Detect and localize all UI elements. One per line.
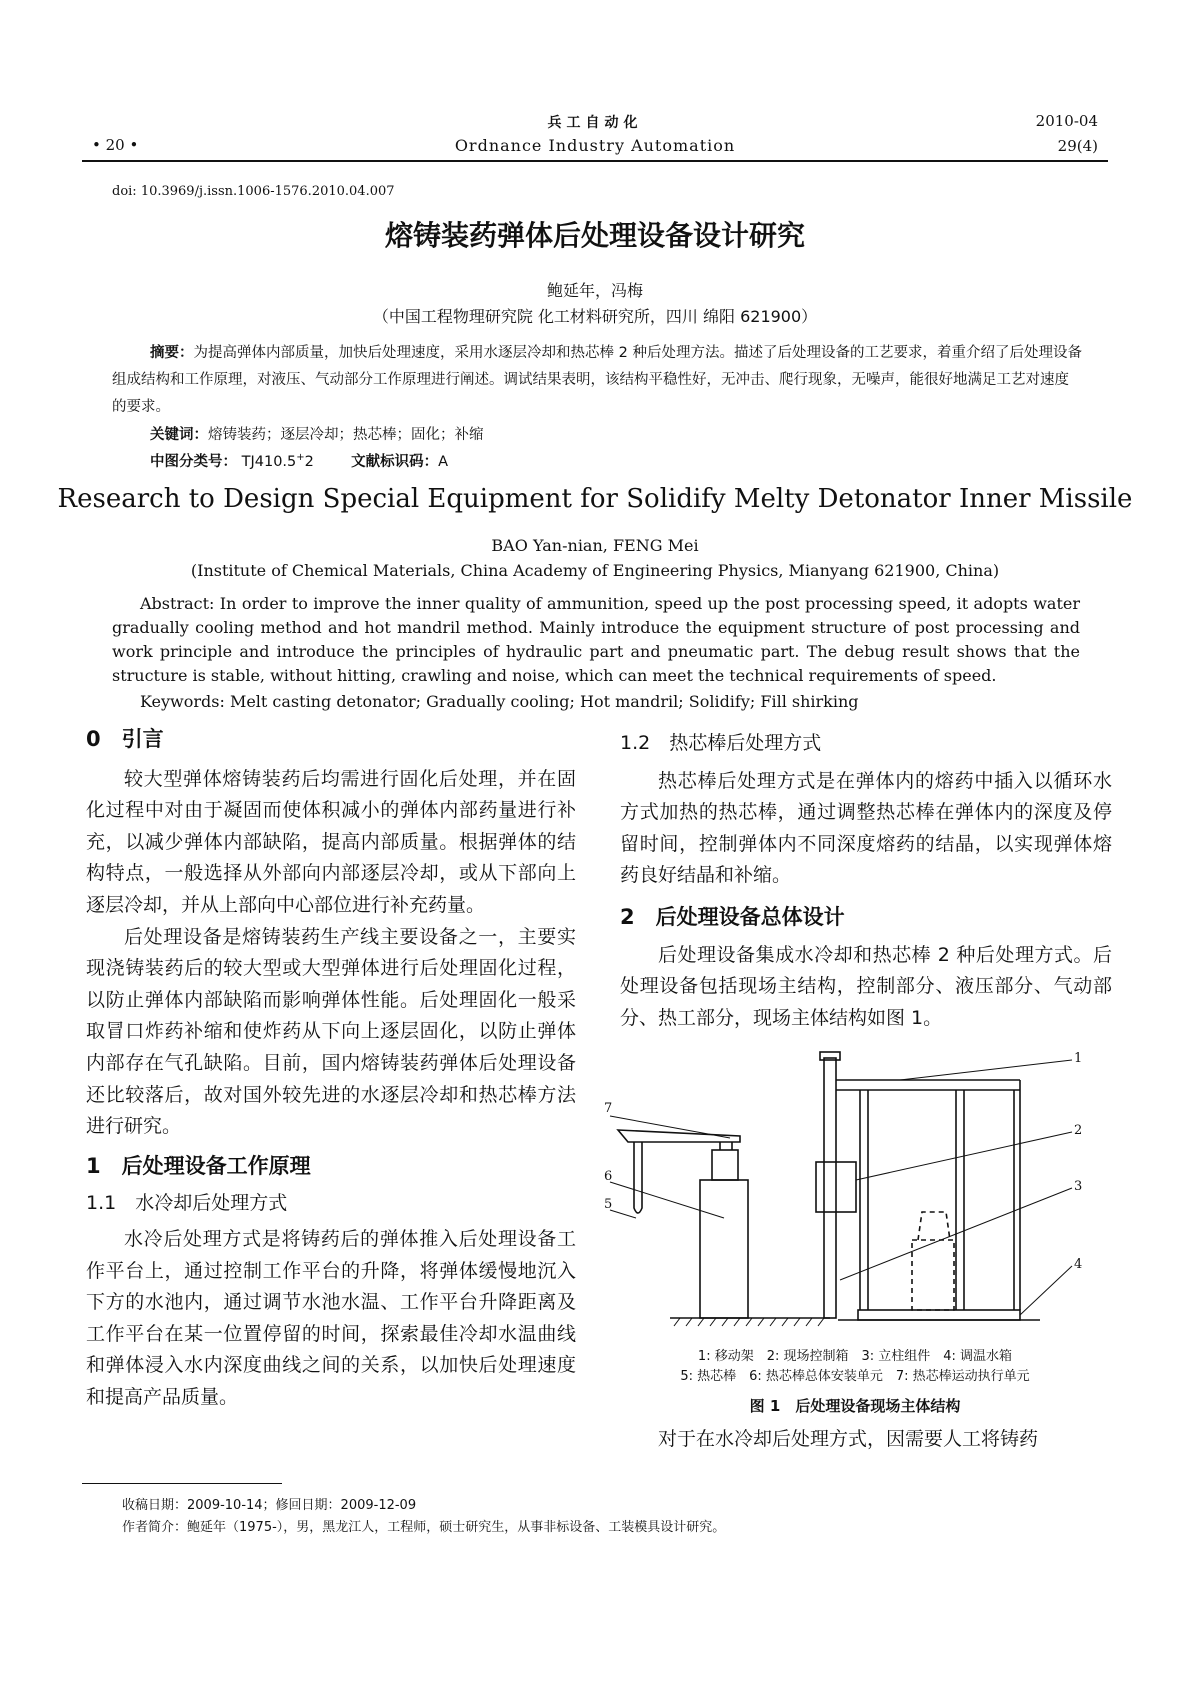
leader-line-5 <box>610 1210 636 1218</box>
section-1-title: 1 后处理设备工作原理 <box>86 1153 311 1178</box>
figure-legend-line-2: 5: 热芯棒 6: 热芯棒总体安装单元 7: 热芯棒运动执行单元 <box>680 1369 1030 1384</box>
header-rule <box>82 160 1108 162</box>
abstract-cn <box>112 340 1082 421</box>
authors-cn: 鲍延年，冯梅 <box>546 281 643 300</box>
figure-label-4: 4 <box>1074 1257 1083 1272</box>
hot-mandrel-actuator <box>712 1150 738 1180</box>
figure-1-diagram <box>600 1040 1100 1340</box>
title-en: Research to Design Special Equipment for Solidify Melty Detonator Inner Missile <box>57 484 1133 514</box>
section-0-para-2: 后处理设备是熔铸装药生产线主要设备之一，主要实现浇铸装药后的较大型或大型弹体进行后处理固化过程，以防止弹体内部缺陷而影响弹体性能。后处理固化一般采取冒口炸药补缩和使炸药从下向上逐层固化，以防止弹体内部存在气孔缺陷。目前，国内熔铸装药弹体后处理设备还比较落后，故对国外较先进的水逐层冷却和热芯棒方法进行研究。 <box>86 925 576 1138</box>
leader-line-4 <box>1020 1266 1072 1315</box>
leader-line-1 <box>900 1060 1072 1080</box>
classification-label: 中图分类号： <box>150 454 237 470</box>
classification-code-tail: 2 <box>304 454 314 470</box>
classification-cn <box>150 450 448 471</box>
figure-legend-line-1: 1: 移动架 2: 现场控制箱 3: 立柱组件 4: 调温水箱 <box>697 1349 1013 1364</box>
figure-caption: 图 1 后处理设备现场主体结构 <box>749 1397 961 1415</box>
classification-code: TJ410.5 <box>241 454 297 470</box>
hot-mandrel-unit <box>700 1180 748 1318</box>
ground-hatch <box>782 1318 788 1326</box>
section-0-title: 0 引言 <box>86 727 164 751</box>
ground-hatch <box>686 1318 692 1326</box>
frame-left-post <box>824 1058 836 1318</box>
abstract-label: 摘要： <box>150 345 194 361</box>
affiliation-en: (Institute of Chemical Materials, China Academy of Engineering Physics, Mianyang 621900, China) <box>190 561 1000 580</box>
leader-line-6 <box>610 1182 724 1218</box>
hot-mandrel <box>634 1142 642 1213</box>
left-column <box>86 724 576 1413</box>
page-number: • 20 • <box>92 136 139 154</box>
figure-label-5: 5 <box>604 1197 613 1212</box>
leader-line-7 <box>610 1116 730 1138</box>
section-1-2-title: 1.2 热芯棒后处理方式 <box>620 732 822 754</box>
ground-hatch <box>758 1318 764 1326</box>
volume-issue: 29(4) <box>1057 137 1098 155</box>
figure-label-6: 6 <box>604 1169 613 1184</box>
page-title: 熔铸装药弹体后处理设备设计研究 <box>384 219 805 252</box>
journal-name-cn: 兵工自动化 <box>547 115 643 131</box>
section-1-2-para-1: 热芯棒后处理方式是在弹体内的熔药中插入以循环水方式加热的热芯棒，通过调整热芯棒在弹体内的深度及停留时间，控制弹体内不同深度熔药的结晶，以实现弹体熔药良好结晶和补缩。 <box>620 769 1112 887</box>
footnote-bio: 作者简介：鲍延年（1975-），男，黑龙江人，工程师，硕士研究生，从事非标设备、工装模具设计研究。 <box>122 1520 726 1535</box>
keywords-label: 关键词： <box>150 427 208 443</box>
issue-date: 2010-04 <box>1035 112 1098 130</box>
keywords-en: Keywords: Melt casting detonator; Gradually cooling; Hot mandril; Solidify; Fill shirking <box>140 692 859 711</box>
abstract-text: 为提高弹体内部质量，加快后处理速度，采用水逐层冷却和热芯棒 2 种后处理方法。描述了后处理设备的工艺要求，着重介绍了后处理设备组成结构和工作原理，对液压、气动部分工作原理进行阐述。调试结果表明，该结构平稳性好，无冲击、爬行现象，无噪声，能很好地满足工艺对速度的要求。 <box>112 345 1082 415</box>
footnote-rule <box>82 1483 282 1484</box>
section-2-para-2: 对于在水冷却后处理方式，因需要人工将铸药 <box>658 1428 1039 1450</box>
figure-label-3: 3 <box>1074 1179 1083 1194</box>
ground-hatch <box>794 1318 800 1326</box>
figure-label-7: 7 <box>604 1101 613 1116</box>
section-1-1-title: 1.1 水冷却后处理方式 <box>86 1192 288 1215</box>
section-2-title: 2 后处理设备总体设计 <box>620 904 845 929</box>
ground-hatch <box>674 1318 680 1326</box>
doi: doi: 10.3969/j.issn.1006-1576.2010.04.007 <box>112 184 395 199</box>
ground-hatch <box>818 1318 824 1326</box>
ground-hatch <box>710 1318 716 1326</box>
section-0-para-1: 较大型弹体熔铸装药后均需进行固化后处理，并在固化过程中对由于凝固而使体积减小的弹体内部药量进行补充，以减少弹体内部缺陷，提高内部质量。根据弹体的结构特点，一般选择从外部向内部逐层冷却，或从下部向上逐层冷却，并从上部向中心部位进行补充药量。 <box>86 767 576 916</box>
affiliation-cn: （中国工程物理研究院 化工材料研究所，四川 绵阳 621900） <box>372 307 818 326</box>
ground-hatch <box>770 1318 776 1326</box>
water-tank-base <box>858 1310 1020 1320</box>
journal-name-en: Ordnance Industry Automation <box>454 136 736 155</box>
right-column-text <box>620 728 1112 1034</box>
section-1-1-para-1: 水冷后处理方式是将铸药后的弹体推入后处理设备工作平台上，通过控制工作平台的升降，将弹体缓慢地沉入下方的水池内，通过调节水池水温、工作平台升降距离及工作平台在某一位置停留的时间，探索最佳冷却水温曲线和弹体浸入水内深度曲线之间的关系，以加快后处理速度和提高产品质量。 <box>86 1227 576 1408</box>
doc-code: A <box>438 454 449 470</box>
frame-cap <box>820 1052 840 1060</box>
ground-hatch <box>806 1318 812 1326</box>
authors-en: BAO Yan-nian, FENG Mei <box>491 536 699 555</box>
figure-label-2: 2 <box>1074 1123 1083 1138</box>
ground-hatch <box>698 1318 704 1326</box>
ground-hatch <box>734 1318 740 1326</box>
footnote-dates: 收稿日期：2009-10-14；修回日期：2009-12-09 <box>122 1498 417 1513</box>
ground-hatch <box>722 1318 728 1326</box>
projectile-body <box>912 1240 954 1310</box>
doc-code-label: 文献标识码： <box>351 454 439 470</box>
keywords-cn <box>150 423 484 444</box>
classification-code-sup: + <box>296 452 305 464</box>
abstract-en: Abstract: In order to improve the inner quality of ammunition, speed up the post processing speed, it adopts water gradually cooling method and hot mandril method. Mainly introduce the equipment structure of post processing and work principle and introduce the principles of hydraulic part and pneumatic part. The debug result shows that the structure is stable, without hitting, crawling and noise, which can meet the technical requirements of speed. <box>112 594 1080 685</box>
projectile-head <box>918 1212 950 1240</box>
ground-hatch <box>746 1318 752 1326</box>
keywords-text: 熔铸装药；逐层冷却；热芯棒；固化；补缩 <box>208 427 484 443</box>
figure-label-1: 1 <box>1074 1051 1083 1066</box>
section-2-para-1: 后处理设备集成水冷却和热芯棒 2 种后处理方式。后处理设备包括现场主结构，控制部分、液压部分、气动部分、热工部分，现场主体结构如图 1。 <box>620 943 1112 1029</box>
right-column-tail <box>620 1424 1112 1456</box>
